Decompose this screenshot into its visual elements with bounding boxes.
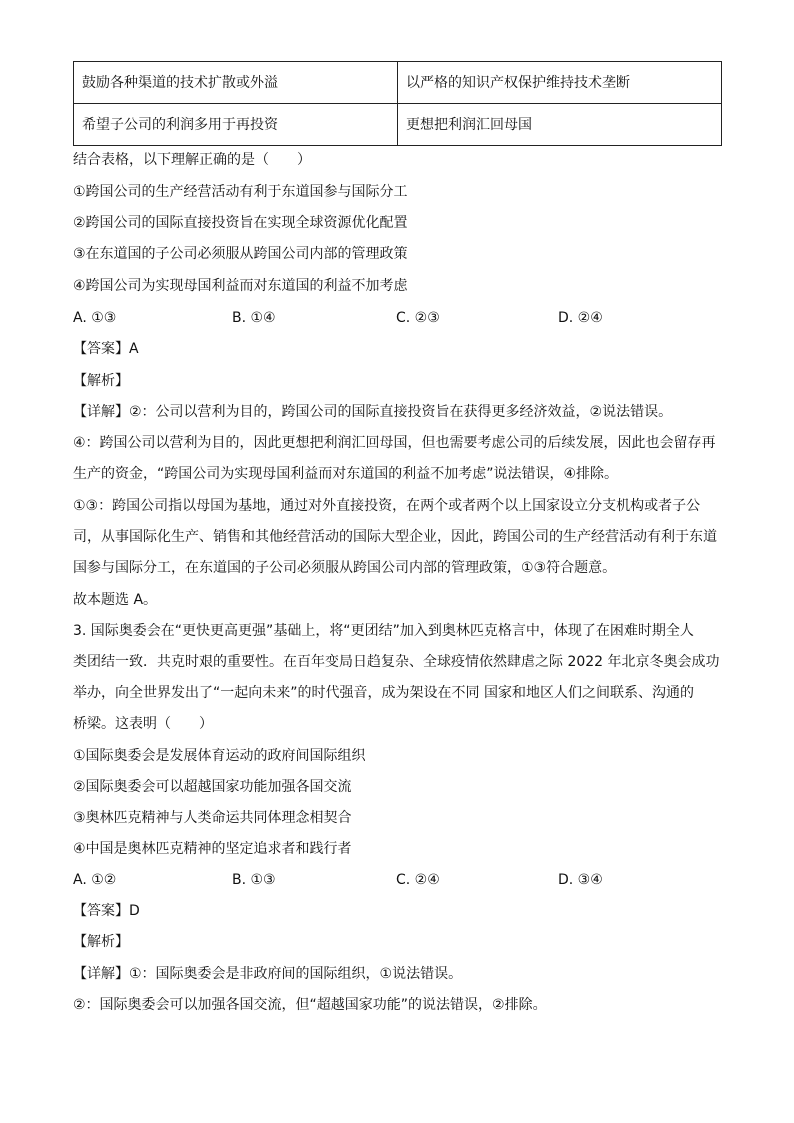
- statement: ③奥林匹克精神与人类命运共同体理念相契合: [73, 810, 352, 826]
- question-stem: 举办，向全世界发出了“一起向未来”的时代强音，成为架设在不同 国家和地区人们之间联系、沟通的: [73, 685, 694, 701]
- option-c: C. ②③: [396, 310, 440, 326]
- statement: ④跨国公司为实现母国利益而对东道国的利益不加考虑: [73, 278, 408, 294]
- option-d: D. ②④: [558, 310, 603, 326]
- statement: ③在东道国的子公司必须服从跨国公司内部的管理政策: [73, 246, 408, 262]
- comparison-table: [73, 61, 722, 146]
- analysis-line: 生产的资金，“跨国公司为实现母国利益而对东道国的利益不加考虑”说法错误，④排除。: [73, 466, 619, 482]
- analysis-line: ④：跨国公司以营利为目的，因此更想把利润汇回母国，但也需要考虑公司的后续发展，因此也会留存再: [73, 435, 716, 451]
- question-stem: 结合表格，以下理解正确的是（ ）: [73, 152, 311, 168]
- statement: ②国际奥委会可以超越国家功能加强各国交流: [73, 779, 352, 795]
- statement: ①跨国公司的生产经营活动有利于东道国参与国际分工: [73, 184, 408, 200]
- analysis-line: 司，从事国际化生产、销售和其他经营活动的国际大型企业，因此，跨国公司的生产经营活动有利于东道: [73, 529, 717, 545]
- option-a: A. ①②: [73, 872, 117, 888]
- answer-label: 【答案】D: [73, 903, 140, 919]
- option-b: B. ①④: [232, 310, 276, 326]
- statement: ①国际奥委会是发展体育运动的政府间国际组织: [73, 748, 366, 764]
- table-cell: 希望子公司的利润多用于再投资: [74, 104, 398, 146]
- table-cell: 更想把利润汇回母国: [398, 104, 722, 146]
- option-b: B. ①③: [232, 872, 276, 888]
- answer-label: 【答案】A: [73, 341, 139, 357]
- statement: ④中国是奥林匹克精神的坚定追求者和践行者: [73, 841, 352, 857]
- statement: ②跨国公司的国际直接投资旨在实现全球资源优化配置: [73, 215, 408, 231]
- analysis-line: 【详解】①：国际奥委会是非政府间的国际组织，①说法错误。: [73, 966, 463, 982]
- analysis-line: 故本题选 A。: [73, 592, 158, 608]
- table-cell: 鼓励各种渠道的技术扩散或外溢: [74, 62, 398, 104]
- table-row: [74, 104, 722, 146]
- analysis-label: 【解析】: [73, 934, 129, 950]
- analysis-line: ②：国际奥委会可以加强各国交流，但“超越国家功能”的说法错误，②排除。: [73, 997, 547, 1013]
- analysis-line: 【详解】②：公司以营利为目的，跨国公司的国际直接投资旨在获得更多经济效益，②说法错误。: [73, 404, 673, 420]
- analysis-line: ①③：跨国公司指以母国为基地，通过对外直接投资，在两个或者两个以上国家设立分支机构或者子公: [73, 498, 701, 514]
- option-a: A. ①③: [73, 310, 117, 326]
- table-cell: 以严格的知识产权保护维持技术垄断: [398, 62, 722, 104]
- analysis-label: 【解析】: [73, 373, 129, 389]
- question-stem: 类团结一致．共克时艰的重要性。在百年变局日趋复杂、全球疫情依然肆虐之际 2022 年北京冬奥会成功: [73, 654, 720, 670]
- question-stem: 桥梁。这表明（ ）: [73, 716, 213, 732]
- option-d: D. ③④: [558, 872, 603, 888]
- analysis-line: 国参与国际分工，在东道国的子公司必须服从跨国公司内部的管理政策，①③符合题意。: [73, 560, 617, 576]
- option-c: C. ②④: [396, 872, 440, 888]
- table-row: [74, 62, 722, 104]
- question-stem: 3. 国际奥委会在“更快更高更强”基础上，将“更团结”加入到奥林匹克格言中，体现了在困难时期全人: [73, 623, 694, 639]
